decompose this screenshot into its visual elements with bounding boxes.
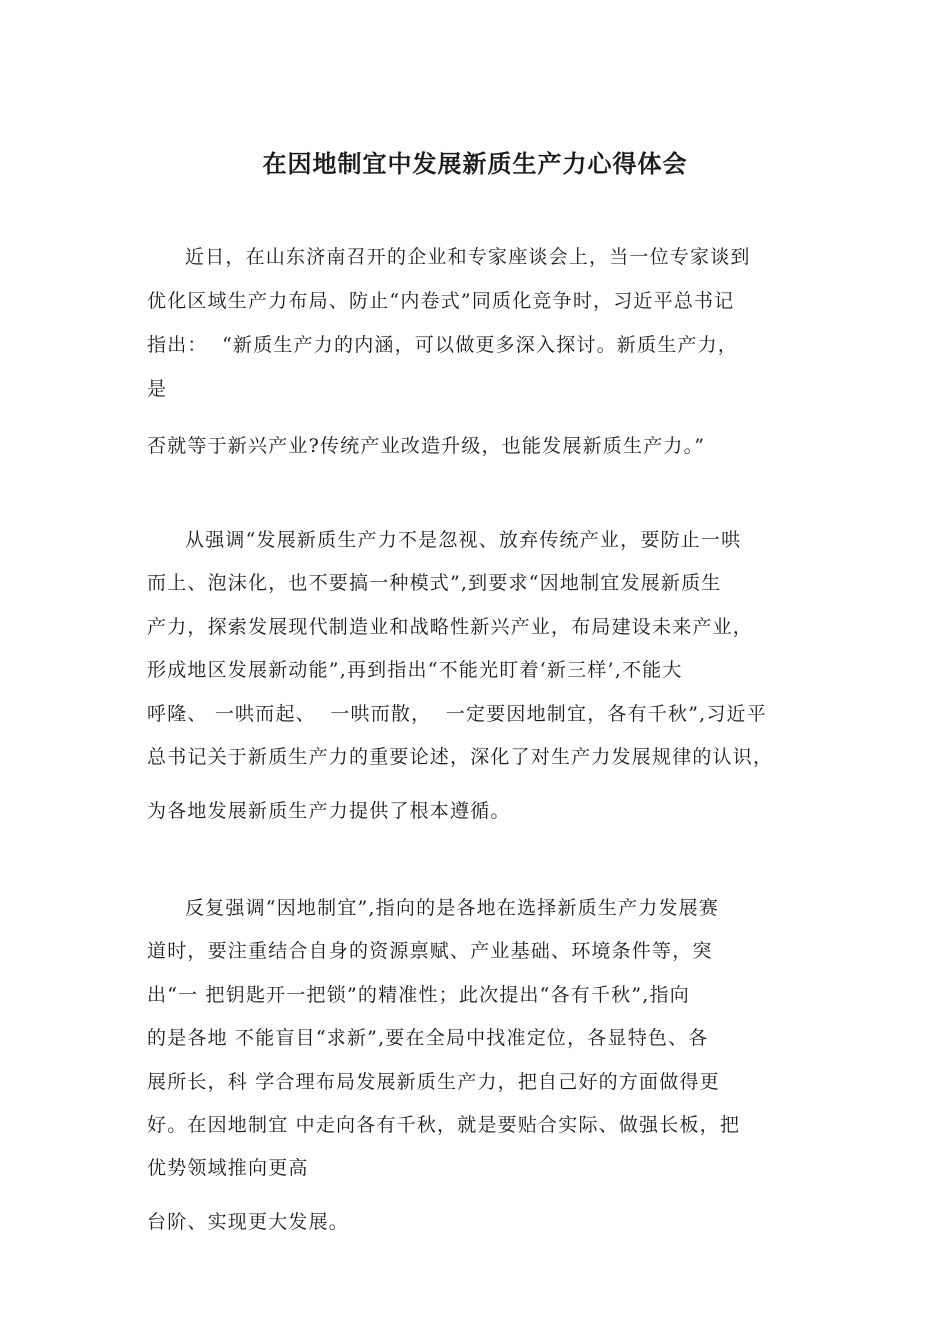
- paragraph-1-line-1: 近日，在山东济南召开的企业和专家座谈会上，当一位专家谈到: [185, 246, 751, 268]
- paragraph-3-line-2: 道时，要注重结合自身的资源禀赋、产业基础、环境条件等，突: [147, 940, 713, 962]
- paragraph-1-line-4: 是: [147, 378, 168, 400]
- paragraph-2-line-6: 总书记关于新质生产力的重要论述，深化了对生产力发展规律的认识，: [147, 746, 774, 768]
- paragraph-2-line-4: 形成地区发展新动能”,再到指出“不能光盯着‘新三样’,不能大: [147, 659, 683, 681]
- paragraph-3-line-7: 优势领域推向更高: [147, 1157, 309, 1179]
- paragraph-3-line-3: 出“一 把钥匙开一把锁”的精准性；此次提出“各有千秋”,指向: [147, 984, 690, 1006]
- paragraph-1-line-3: 指出： “新质生产力的内涵，可以做更多深入探讨。新质生产力，: [147, 334, 738, 356]
- paragraph-2-line-1: 从强调“发展新质生产力不是忽视、放弃传统产业，要防止一哄: [185, 529, 742, 551]
- paragraph-3-line-5: 展所长，科 学合理布局发展新质生产力，把自己好的方面做得更: [147, 1071, 720, 1093]
- paragraph-1-line-5: 否就等于新兴产业?传统产业改造升级，也能发展新质生产力。”: [147, 435, 706, 457]
- paragraph-3-line-6: 好。在因地制宜 中走向各有千秋，就是要贴合实际、做强长板，把: [147, 1114, 741, 1136]
- paragraph-2-line-2: 而上、泡沫化，也不要搞一种模式”,到要求“因地制宜发展新质生: [147, 572, 722, 594]
- paragraph-2-line-5: 呼隆、 一哄而起、 一哄而散， 一定要因地制宜，各有千秋”,习近平: [147, 703, 767, 725]
- paragraph-3-line-4: 的是各地 不能盲目“求新”,要在全局中找准定位，各显特色、各: [147, 1027, 709, 1049]
- paragraph-3-line-1: 反复强调“因地制宜”,指向的是各地在选择新质生产力发展赛: [185, 897, 720, 919]
- paragraph-1-line-2: 优化区域生产力布局、防止“内卷式”同质化竞争时，习近平总书记: [147, 290, 735, 312]
- paragraph-3-line-8: 台阶、实现更大发展。: [147, 1211, 350, 1233]
- paragraph-2-line-3: 产力，探索发展现代制造业和战略性新兴产业，布局建设未来产业，: [147, 616, 754, 638]
- paragraph-2-line-7: 为各地发展新质生产力提供了根本遵循。: [147, 800, 511, 822]
- document-title: 在因地制宜中发展新质生产力心得体会: [262, 150, 688, 178]
